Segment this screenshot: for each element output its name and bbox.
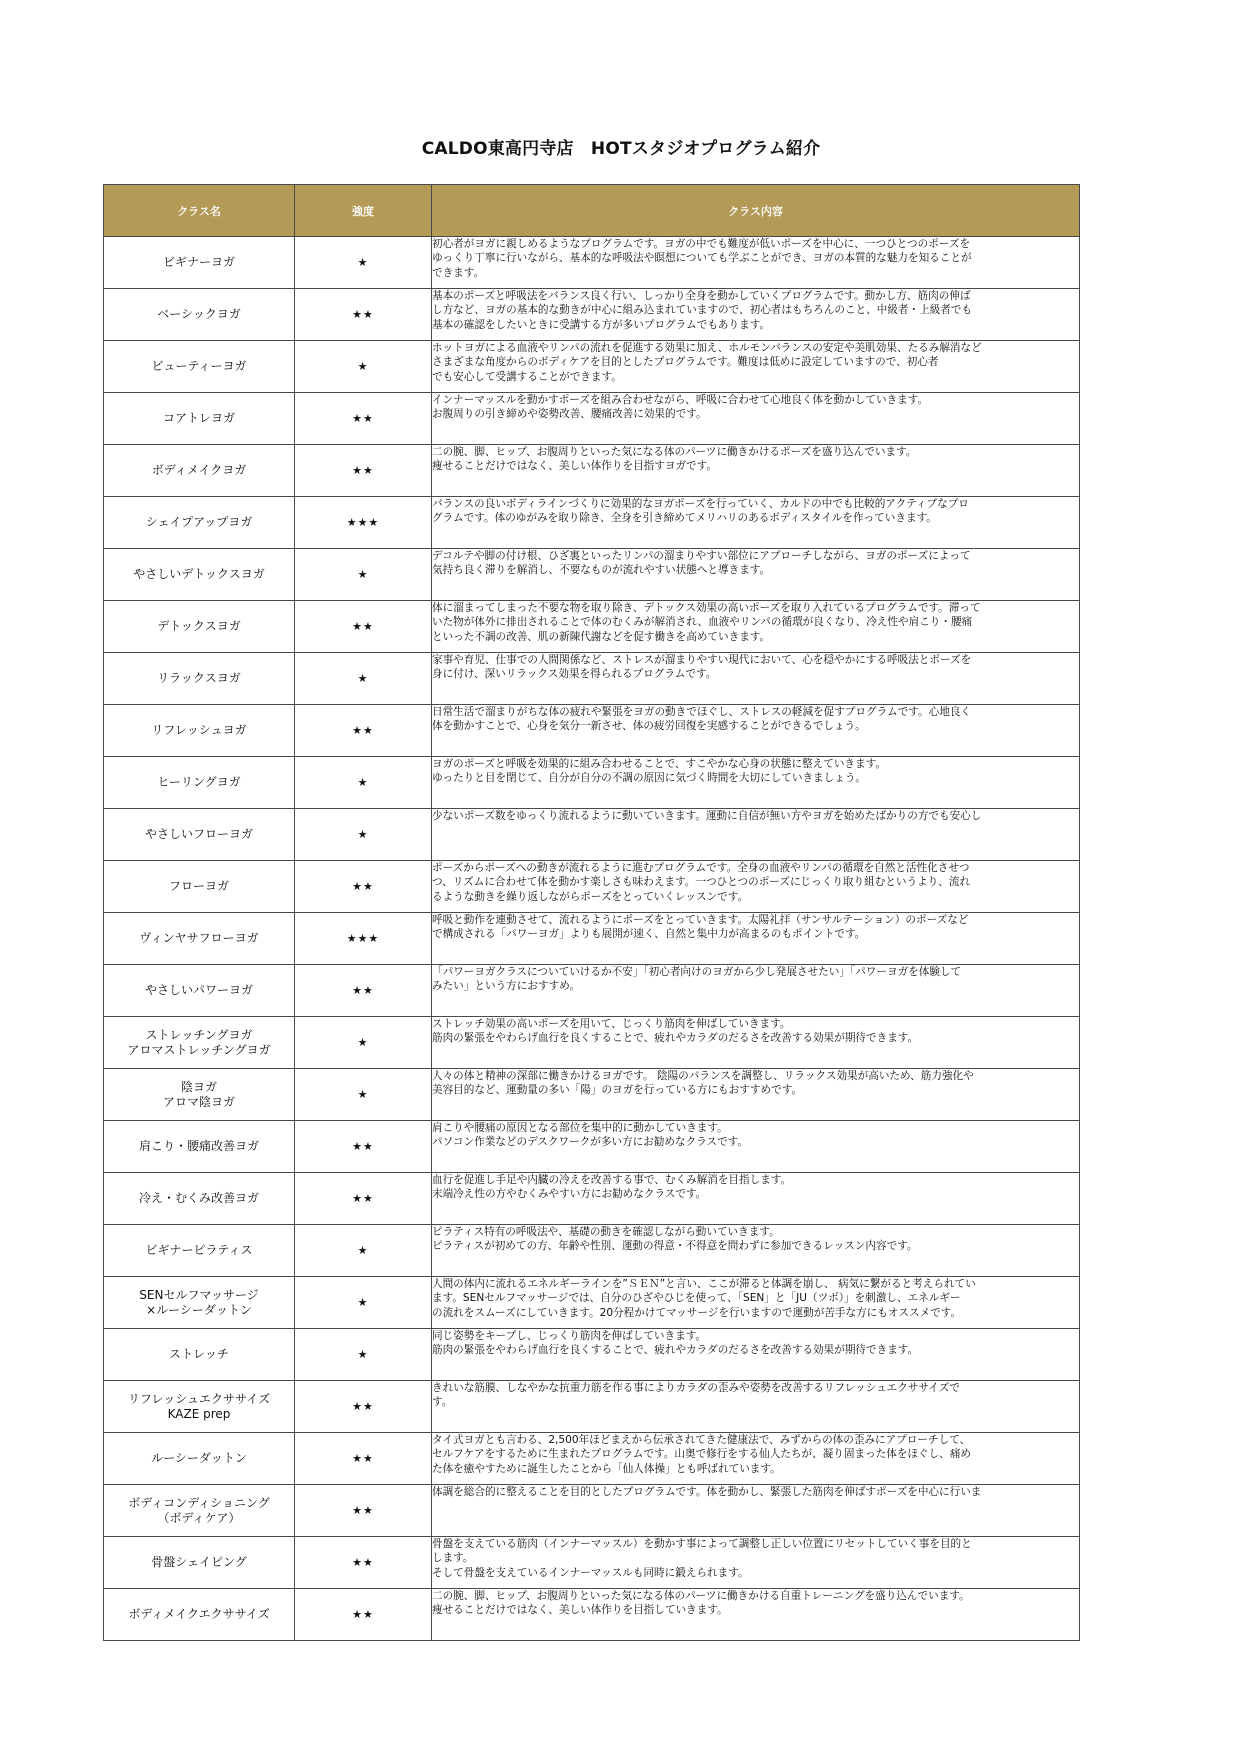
class-description-text: ポーズからポーズへの動きが流れるように進むプログラムです。全身の血液やリンパの循環を自然と活性化させつ つ、リズムに合わせて体を動かす楽しさも味わえます。一つひとつのポーズにじっくり取り組むというより、流れ るような動きを繰り返しながらポーズをとっていくレッスンです。 [432, 862, 971, 903]
level-stars-cell: ★ [295, 757, 432, 809]
class-description-text: ヨガのポーズと呼吸を効果的に組み合わせることで、すこやかな心身の状態に整えていきます。 ゆったりと目を閉じて、自分が自分の不調の原因に気づく時間を大切にしていきましょう。 [432, 758, 886, 785]
class-name-cell: ビギナーヨガ [104, 237, 295, 289]
class-description-text: 人間の体内に流れるエネルギーラインを”ＳＥＮ”と言い、ここが滞ると体調を崩し、 病気に繋がると考えられてい ます。SENセルフマッサージでは、自分のひざやひじを使って、「SEN」と「JU（ツボ）」を刺激し、エネルギー の流れをスムーズにしていきます。20分程かけてマッサージを行いますので運動が苦手な方にもオススメです。 [432, 1278, 976, 1319]
table-row [104, 653, 1080, 705]
class-name-cell: やさしいフローヨガ [104, 809, 295, 861]
table-row [104, 1277, 1080, 1329]
class-description-cell [432, 965, 1080, 1017]
level-stars-cell: ★ [295, 341, 432, 393]
class-description-text: 体に溜まってしまった不要な物を取り除き、デトックス効果の高いポーズを取り入れているプログラムです。滞って いた物が体外に排出されることで体のむくみが解消され、血液やリンパの循環が良くなり、冷え性や肩こり・腰痛 といった不調の改善、肌の新陳代謝などを促す働きを高めていきます。 [432, 602, 981, 643]
class-description-text: 基本のポーズと呼吸法をバランス良く行い、しっかり全身を動かしていくプログラムです。動かし方、筋肉の伸ば し方など、ヨガの基本的な動きが中心に組み込まれていますので、初心者はもちろんのこと、中級者・上級者でも 基本の確認をしたいときに受講する方が多いプログラムでもあります。 [432, 290, 973, 331]
class-description-text: 血行を促進し手足や内臓の冷えを改善する事で、むくみ解消を目指します。 末端冷え性の方やむくみやすい方にお勧めなクラスです。 [432, 1174, 792, 1201]
table-row [104, 1173, 1080, 1225]
class-description-text: 人々の体と精神の深部に働きかけるヨガです。 陰陽のバランスを調整し、リラックス効果が高いため、筋力強化や 美容目的など、運動量の多い「陽」のヨガを行っている方にもおすすめです。 [432, 1070, 974, 1097]
class-description-text: 初心者がヨガに親しめるようなプログラムです。ヨガの中でも難度が低いポーズを中心に、一つひとつのポーズを ゆっくり丁寧に行いながら、基本的な呼吸法や瞑想についても学ぶことができ、ヨガの本質的な魅力を知ることが できます。 [432, 238, 972, 279]
level-stars-cell: ★★★ [295, 913, 432, 965]
level-stars-cell: ★ [295, 1329, 432, 1381]
table-row [104, 393, 1080, 445]
program-table [103, 184, 1080, 1641]
level-stars-cell: ★ [295, 549, 432, 601]
class-description-cell [432, 1173, 1080, 1225]
class-description-text: 少ないポーズ数をゆっくり流れるように動いていきます。運動に自信が無い方やヨガを始めたばかりの方でも安心し [432, 810, 982, 822]
table-row [104, 1485, 1080, 1537]
class-name-cell: ビギナーピラティス [104, 1225, 295, 1277]
class-name-cell: コアトレヨガ [104, 393, 295, 445]
table-row [104, 549, 1080, 601]
table-row [104, 1537, 1080, 1589]
table-row [104, 1589, 1080, 1641]
level-stars-cell: ★★ [295, 1121, 432, 1173]
table-row [104, 1329, 1080, 1381]
class-name-cell: 骨盤シェイピング [104, 1537, 295, 1589]
class-description-text: 呼吸と動作を連動させて、流れるようにポーズをとっていきます。太陽礼拝（サンサルテーション）のポーズなど で構成される「パワーヨガ」よりも展開が速く、自然と集中力が高まるのもポイントです。 [432, 914, 969, 941]
column-header-description: クラス内容 [432, 185, 1080, 237]
column-header-level: 強度 [295, 185, 432, 237]
class-description-text: ホットヨガによる血液やリンパの流れを促進する効果に加え、ホルモンバランスの安定や美肌効果、たるみ解消など さまざまな角度からのボディケアを目的としたプログラムです。難度は低めに設定していますので、初心者 でも安心して受講することができます。 [432, 342, 982, 383]
class-name-cell: フローヨガ [104, 861, 295, 913]
page-title: CALDO東高円寺店 HOTスタジオプログラム紹介 [421, 139, 821, 159]
class-name-cell: ストレッチングヨガ アロマストレッチングヨガ [104, 1017, 295, 1069]
class-description-cell [432, 653, 1080, 705]
class-description-cell [432, 601, 1080, 653]
class-description-cell [432, 705, 1080, 757]
class-description-cell [432, 1277, 1080, 1329]
table-row [104, 1381, 1080, 1433]
table-row [104, 809, 1080, 861]
class-name-cell: 冷え・むくみ改善ヨガ [104, 1173, 295, 1225]
class-description-text: デコルテや脚の付け根、ひざ裏といったリンパの溜まりやすい部位にアプローチしながら、ヨガのポーズによって 気持ち良く滞りを解消し、不要なものが流れやすい状態へと導きます。 [432, 550, 971, 577]
level-stars-cell: ★★ [295, 445, 432, 497]
class-name-cell: リラックスヨガ [104, 653, 295, 705]
class-description-cell [432, 913, 1080, 965]
class-description-text: きれいな筋膜、しなやかな抗重力筋を作る事によりカラダの歪みや姿勢を改善するリフレッシュエクササイズで す。 [432, 1382, 960, 1409]
class-description-text: ピラティス特有の呼吸法や、基礎の動きを確認しながら動いていきます。 ピラティスが初めての方、年齢や性別、運動の得意・不得意を問わずに参加できるレッスン内容です。 [432, 1226, 918, 1253]
level-stars-cell: ★ [295, 1069, 432, 1121]
class-description-cell [432, 861, 1080, 913]
class-description-text: 「パワーヨガクラスについていけるか不安」「初心者向けのヨガから少し発展させたい」「パワーヨガを体験して みたい」という方におすすめ。 [432, 966, 962, 993]
class-description-cell [432, 1537, 1080, 1589]
level-stars-cell: ★ [295, 1225, 432, 1277]
level-stars-cell: ★★ [295, 1173, 432, 1225]
level-stars-cell: ★★ [295, 861, 432, 913]
class-description-cell [432, 809, 1080, 861]
level-stars-cell: ★★ [295, 705, 432, 757]
class-description-cell [432, 497, 1080, 549]
class-description-text: 日常生活で溜まりがちな体の疲れや緊張をヨガの動きでほぐし、ストレスの軽減を促すプログラムです。心地良く 体を動かすことで、心身を気分一新させ、体の疲労回復を実感することができるでしょう。 [432, 706, 972, 733]
class-description-cell [432, 549, 1080, 601]
class-description-text: タイ式ヨガとも言わる、2,500年ほどまえから伝承されてきた健康法で、みずからの体の歪みにアプローチして、 セルフケアをするために生まれたプログラムです。山奥で修行をする仙人たちが、凝り固まった体をほぐし、痛め た体を癒やすために誕生したことから「仙人体操」とも呼ばれています。 [432, 1434, 972, 1475]
level-stars-cell: ★★ [295, 1433, 432, 1485]
table-row [104, 289, 1080, 341]
column-header-class-name: クラス名 [104, 185, 295, 237]
class-name-cell: 肩こり・腰痛改善ヨガ [104, 1121, 295, 1173]
table-row [104, 1225, 1080, 1277]
class-description-cell [432, 289, 1080, 341]
class-description-cell [432, 1017, 1080, 1069]
class-description-cell [432, 1433, 1080, 1485]
class-name-cell: 陰ヨガ アロマ陰ヨガ [104, 1069, 295, 1121]
class-description-text: 骨盤を支えている筋肉（インナーマッスル）を動かす事によって調整し正しい位置にリセットしていく事を目的と します。 そして骨盤を支えているインナーマッスルも同時に鍛えられます。 [432, 1538, 972, 1579]
class-description-text: 体調を総合的に整えることを目的としたプログラムです。体を動かし、緊張した筋肉を伸ばすポーズを中心に行いま [432, 1486, 982, 1498]
level-stars-cell: ★★ [295, 965, 432, 1017]
class-description-cell [432, 445, 1080, 497]
table-row [104, 445, 1080, 497]
level-stars-cell: ★★ [295, 601, 432, 653]
class-name-cell: ボディコンディショニング （ボディケア） [104, 1485, 295, 1537]
class-description-cell [432, 1121, 1080, 1173]
table-row [104, 913, 1080, 965]
table-row [104, 705, 1080, 757]
class-description-text: 二の腕、脚、ヒップ、お腹周りといった気になる体のパーツに働きかけるポーズを盛り込んでいます。 痩せることだけではなく、美しい体作りを目指すヨガです。 [432, 446, 917, 473]
table-row [104, 757, 1080, 809]
class-description-cell [432, 1069, 1080, 1121]
class-name-cell: ストレッチ [104, 1329, 295, 1381]
class-name-cell: ルーシーダットン [104, 1433, 295, 1485]
class-name-cell: リフレッシュヨガ [104, 705, 295, 757]
class-description-cell [432, 393, 1080, 445]
level-stars-cell: ★ [295, 653, 432, 705]
table-row [104, 237, 1080, 289]
table-row [104, 601, 1080, 653]
table-row [104, 1433, 1080, 1485]
class-name-cell: やさしいパワーヨガ [104, 965, 295, 1017]
class-description-cell [432, 1589, 1080, 1641]
level-stars-cell: ★★ [295, 289, 432, 341]
level-stars-cell: ★★ [295, 1485, 432, 1537]
class-description-text: バランスの良いボディラインづくりに効果的なヨガポーズを行っていく、カルドの中でも比較的アクティブなプロ グラムです。体のゆがみを取り除き、全身を引き締めてメリハリのあるボディスタイルを作っていきます。 [432, 498, 969, 525]
class-name-cell: ボディメイクヨガ [104, 445, 295, 497]
class-name-cell: ヒーリングヨガ [104, 757, 295, 809]
class-description-text: 肩こりや腰痛の原因となる部位を集中的に動かしていきます。 パソコン作業などのデスクワークが多い方にお勧めなクラスです。 [432, 1122, 749, 1149]
class-description-text: インナーマッスルを動かすポーズを組み合わせながら、呼吸に合わせて心地良く体を動かしていきます。 お腹周りの引き締めや姿勢改善、腰痛改善に効果的です。 [432, 394, 929, 421]
table-row [104, 965, 1080, 1017]
table-row [104, 1017, 1080, 1069]
class-description-cell [432, 341, 1080, 393]
class-description-text: 二の腕、脚、ヒップ、お腹周りといった気になる体のパーツに働きかける自重トレーニングを盛り込んでいます。 痩せることだけではなく、美しい体作りを目指していきます。 [432, 1590, 970, 1617]
table-row [104, 1121, 1080, 1173]
level-stars-cell: ★★ [295, 1381, 432, 1433]
class-description-cell [432, 1485, 1080, 1537]
class-description-cell [432, 1329, 1080, 1381]
class-description-text: 家事や育児、仕事での人間関係など、ストレスが溜まりやすい現代において、心を穏やかにする呼吸法とポーズを 身に付け、深いリラックス効果を得られるプログラムです。 [432, 654, 972, 681]
class-name-cell: SENセルフマッサージ ×ルーシーダットン [104, 1277, 295, 1329]
table-row [104, 341, 1080, 393]
table-row [104, 861, 1080, 913]
level-stars-cell: ★★ [295, 1537, 432, 1589]
class-description-cell [432, 757, 1080, 809]
class-name-cell: ヴィンヤサフローヨガ [104, 913, 295, 965]
class-name-cell: リフレッシュエクササイズ KAZE prep [104, 1381, 295, 1433]
level-stars-cell: ★★ [295, 1589, 432, 1641]
table-row [104, 1069, 1080, 1121]
level-stars-cell: ★ [295, 1017, 432, 1069]
class-name-cell: ボディメイクエクササイズ [104, 1589, 295, 1641]
level-stars-cell: ★ [295, 809, 432, 861]
class-description-text: 同じ姿勢をキープし、じっくり筋肉を伸ばしていきます。 筋肉の緊張をやわらげ血行を良くすることで、疲れやカラダのだるさを改善する効果が期待できます。 [432, 1330, 919, 1357]
class-description-cell [432, 237, 1080, 289]
table-row [104, 497, 1080, 549]
table-header-row [104, 185, 1080, 237]
level-stars-cell: ★★★ [295, 497, 432, 549]
class-description-cell [432, 1225, 1080, 1277]
level-stars-cell: ★★ [295, 393, 432, 445]
level-stars-cell: ★ [295, 1277, 432, 1329]
class-name-cell: ビューティーヨガ [104, 341, 295, 393]
class-description-cell [432, 1381, 1080, 1433]
class-name-cell: ベーシックヨガ [104, 289, 295, 341]
class-name-cell: やさしいデトックスヨガ [104, 549, 295, 601]
class-name-cell: シェイプアップヨガ [104, 497, 295, 549]
class-description-text: ストレッチ効果の高いポーズを用いて、じっくり筋肉を伸ばしていきます。 筋肉の緊張をやわらげ血行を良くすることで、疲れやカラダのだるさを改善する効果が期待できます。 [432, 1018, 919, 1045]
class-name-cell: デトックスヨガ [104, 601, 295, 653]
level-stars-cell: ★ [295, 237, 432, 289]
